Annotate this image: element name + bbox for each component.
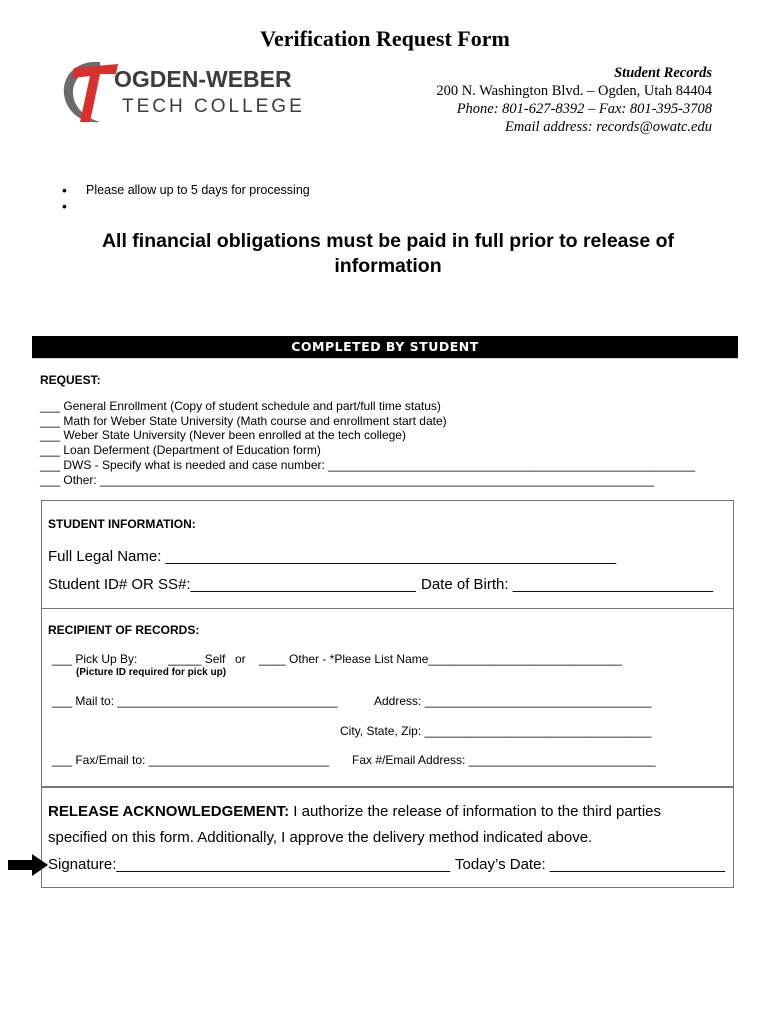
picture-id-note: (Picture ID required for pick up) <box>76 667 227 678</box>
release-line1 <box>48 803 661 820</box>
request-item-wsu[interactable]: ___ Weber State University (Never been enrolled at the tech college) <box>40 428 406 443</box>
recipient-label: RECIPIENT OF RECORDS: <box>48 623 200 637</box>
notice-line1: All financial obligations must be paid in full prior to release of <box>101 230 675 252</box>
date-field[interactable]: Today’s Date: _____________________ <box>455 856 725 873</box>
right-arrow-icon <box>8 854 48 876</box>
other-field[interactable]: ____ Other - *Please List Name_____________________________ <box>259 652 622 666</box>
logo-mark-icon <box>60 56 120 128</box>
college-logo <box>60 56 305 128</box>
request-item-math-wsu[interactable]: ___ Math for Weber State University (Math course and enrollment start date) <box>40 413 447 428</box>
address-line: 200 N. Washington Blvd. – Ogden, Utah 84404 <box>436 83 712 99</box>
request-item-other[interactable]: ___ Other: ___________________________________________________________________________________ <box>40 472 654 487</box>
request-item-dws[interactable]: ___ DWS - Specify what is needed and case number: _______________________________________________________ <box>40 457 696 472</box>
request-list <box>40 399 695 487</box>
phone-line: Phone: 801-627-8392 – Fax: 801-395-3708 <box>456 101 712 117</box>
contact-block <box>436 64 712 136</box>
logo-line2: TECH COLLEGE <box>122 96 305 117</box>
student-id-field[interactable]: Student ID# OR SS#:___________________________ <box>48 576 416 593</box>
form-title: Verification Request Form <box>260 26 510 51</box>
release-text1: I authorize the release of information to the third parties <box>289 803 661 820</box>
request-label: REQUEST: <box>40 373 101 387</box>
financial-notice <box>0 229 770 279</box>
logo-line1: OGDEN-WEBER <box>114 66 292 92</box>
request-item-general-enrollment[interactable]: ___ General Enrollment (Copy of student schedule and part/full time status) <box>40 399 441 413</box>
city-field[interactable]: City, State, Zip: __________________________________ <box>340 724 652 738</box>
bullet-item: • Please allow up to 5 days for processing <box>62 182 310 198</box>
bullet-list <box>62 182 310 214</box>
self-field[interactable]: _____ Self <box>168 652 226 666</box>
department-name: Student Records <box>614 65 712 81</box>
fax-email-field[interactable]: ___ Fax/Email to: ___________________________ <box>52 753 329 767</box>
pickup-field[interactable]: ___ Pick Up By: <box>52 652 138 666</box>
request-item-loan-deferment[interactable]: ___ Loan Deferment (Department of Education form) <box>40 443 321 458</box>
fax-address-field[interactable]: Fax #/Email Address: ____________________________ <box>352 753 656 767</box>
student-info-label: STUDENT INFORMATION: <box>48 517 196 531</box>
signature-field[interactable]: Signature:________________________________________ <box>48 856 451 873</box>
or-text: or <box>235 652 246 666</box>
address-field[interactable]: Address: __________________________________ <box>374 694 652 708</box>
release-line2: specified on this form. Additionally, I approve the delivery method indicated above. <box>48 829 593 846</box>
bullet-item <box>62 198 310 214</box>
section-bar: COMPLETED BY STUDENT <box>32 336 738 359</box>
mail-to-field[interactable]: ___ Mail to: _________________________________ <box>52 694 338 708</box>
dob-field[interactable]: Date of Birth: ________________________ <box>421 576 713 593</box>
email-line: Email address: records@owatc.edu <box>504 119 712 135</box>
release-heading: RELEASE ACKNOWLEDGEMENT: <box>48 803 290 820</box>
notice-line2: information <box>334 255 442 277</box>
full-name-field[interactable]: Full Legal Name: ______________________________________________________ <box>48 548 617 565</box>
